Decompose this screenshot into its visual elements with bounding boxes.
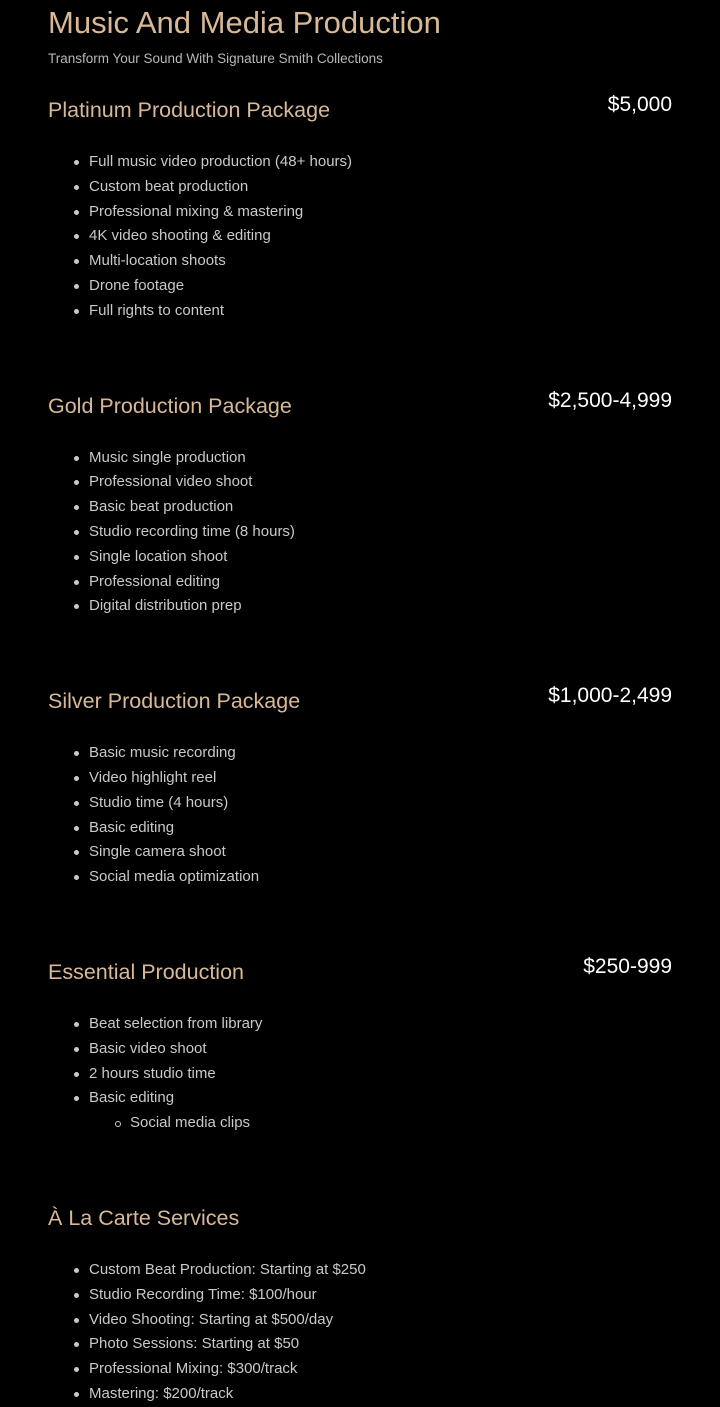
feature-item: 4K video shooting & editing xyxy=(89,224,672,249)
feature-item: Full music video production (48+ hours) xyxy=(89,150,672,175)
package-silver xyxy=(48,684,672,890)
sub-feature-list xyxy=(48,1111,672,1136)
feature-item: Basic editing xyxy=(89,1086,672,1111)
page-title: Music And Media Production xyxy=(48,5,441,40)
feature-item: Custom beat production xyxy=(89,175,672,200)
package-name: Silver Production Package xyxy=(48,689,301,714)
feature-list xyxy=(48,446,672,620)
feature-item: Basic editing xyxy=(89,816,672,841)
package-name: Platinum Production Package xyxy=(48,98,331,122)
package-price: $5,000 xyxy=(607,93,672,116)
feature-item: Professional editing xyxy=(89,570,672,595)
pricing-page xyxy=(48,0,672,1407)
package-platinum xyxy=(48,93,672,324)
feature-item: Studio Recording Time: $100/hour xyxy=(89,1283,672,1308)
feature-item: Professional video shoot xyxy=(89,470,672,495)
package-name: Essential Production xyxy=(48,959,244,984)
feature-item: Mastering: $200/track xyxy=(89,1382,672,1407)
package-header xyxy=(48,388,672,420)
package-price: $2,500-4,999 xyxy=(548,388,672,412)
package-price: $250-999 xyxy=(583,954,672,978)
feature-item: Basic beat production xyxy=(89,495,672,520)
feature-list xyxy=(48,150,672,324)
sub-feature-item: Social media clips xyxy=(130,1111,672,1136)
feature-item: Multi-location shoots xyxy=(89,249,672,274)
feature-item: Basic video shoot xyxy=(89,1037,672,1062)
feature-item: Social media optimization xyxy=(89,865,672,890)
package-header xyxy=(48,93,672,124)
feature-item: Professional Mixing: $300/track xyxy=(89,1357,672,1382)
feature-item: Custom Beat Production: Starting at $250 xyxy=(89,1258,672,1283)
feature-item: Full rights to content xyxy=(89,299,672,324)
package-a-la-carte xyxy=(48,1204,672,1407)
package-price: $1,000-2,499 xyxy=(548,684,672,708)
feature-item: Video Shooting: Starting at $500/day xyxy=(89,1308,672,1333)
package-header xyxy=(48,1204,672,1232)
feature-item: Studio time (4 hours) xyxy=(89,791,672,816)
feature-item: Video highlight reel xyxy=(89,766,672,791)
package-header xyxy=(48,954,672,986)
feature-item: Drone footage xyxy=(89,274,672,299)
feature-item: Studio recording time (8 hours) xyxy=(89,520,672,545)
page-subtitle: Transform Your Sound With Signature Smith Collections xyxy=(48,51,383,66)
feature-item: Single camera shoot xyxy=(89,840,672,865)
package-name: À La Carte Services xyxy=(48,1205,240,1230)
package-name: Gold Production Package xyxy=(48,393,292,418)
feature-list xyxy=(48,741,672,890)
package-gold xyxy=(48,388,672,620)
feature-item: Basic music recording xyxy=(89,741,672,766)
feature-item: Digital distribution prep xyxy=(89,594,672,619)
feature-item: Beat selection from library xyxy=(89,1012,672,1037)
feature-list xyxy=(48,1012,672,1111)
feature-item: Single location shoot xyxy=(89,545,672,570)
package-essential xyxy=(48,954,672,1136)
feature-item: 2 hours studio time xyxy=(89,1062,672,1087)
feature-list xyxy=(48,1258,672,1407)
feature-item: Professional mixing & mastering xyxy=(89,200,672,225)
package-header xyxy=(48,684,672,715)
feature-item: Photo Sessions: Starting at $50 xyxy=(89,1332,672,1357)
feature-item: Music single production xyxy=(89,446,672,471)
